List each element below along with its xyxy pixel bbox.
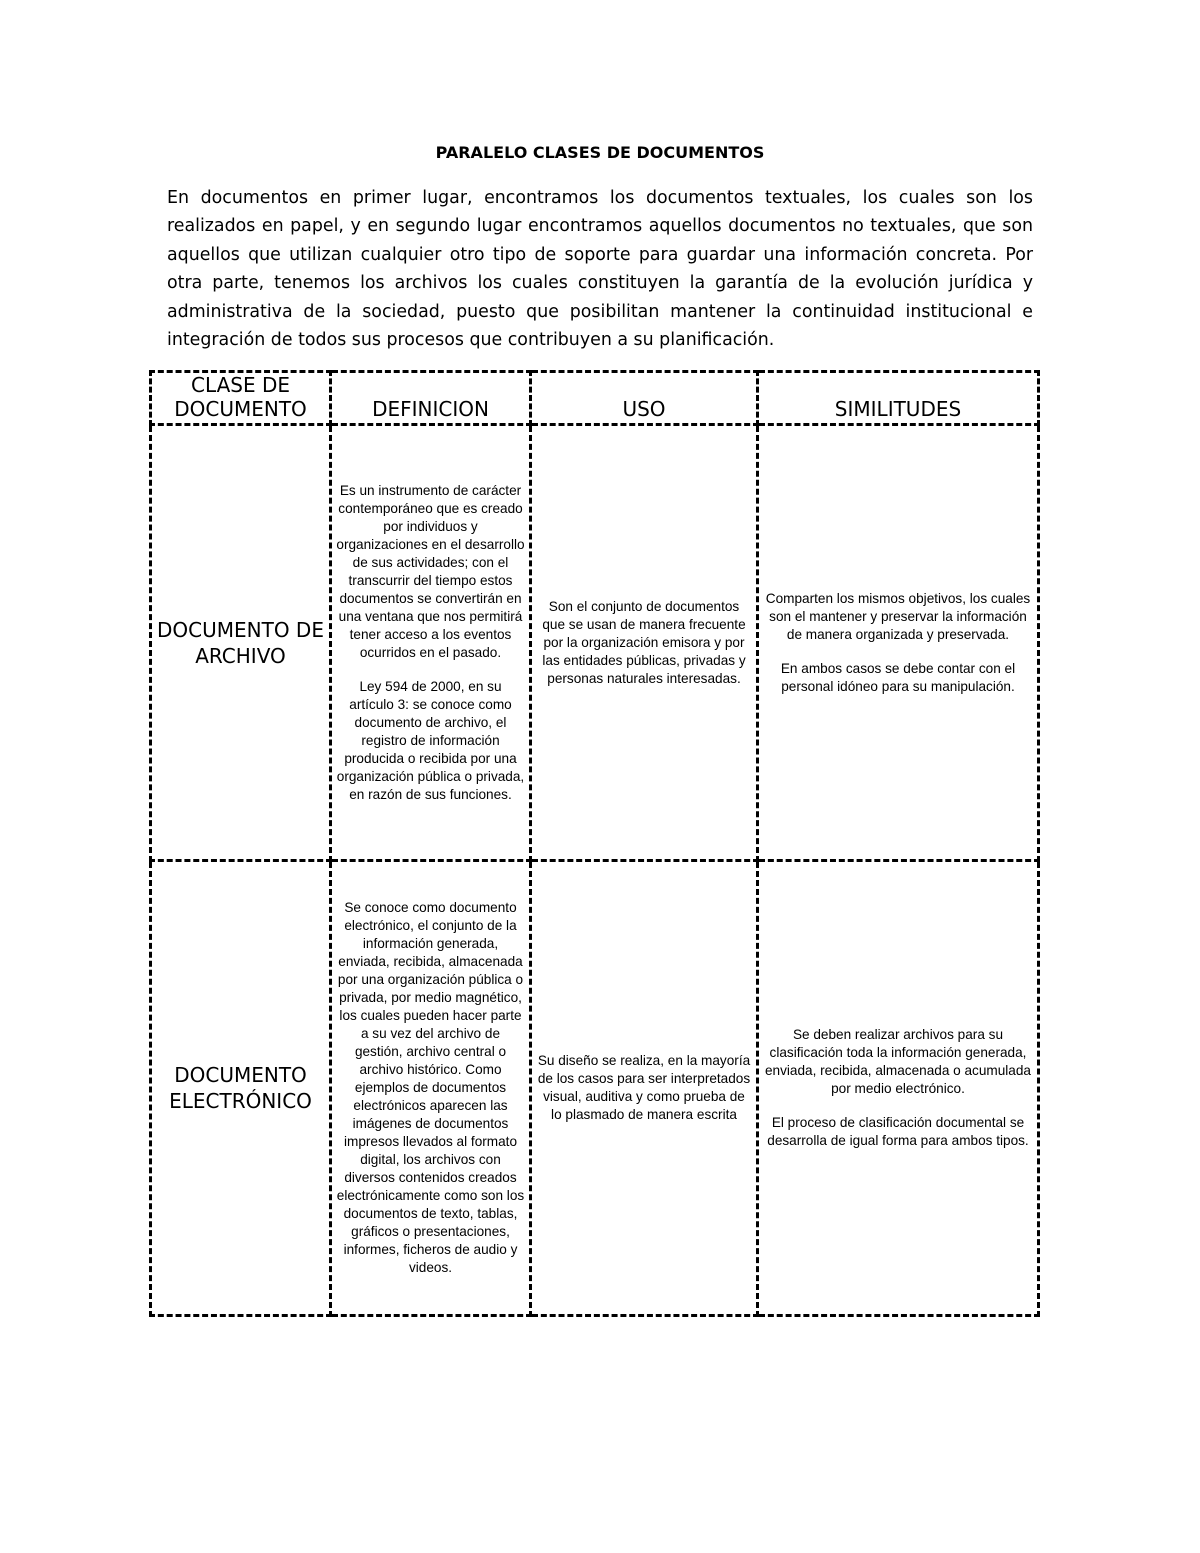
header-clase: CLASE DE DOCUMENTO (151, 372, 331, 425)
definicion-archivo-p1: Es un instrumento de carácter contemporáneo que es creado por individuos y organizaciones en el desarrollo de sus actividades; con el transcurrir del tiempo estos documentos se convertirán en una ventana que nos permitirá tener acceso a los eventos ocurridos en el pasado. (336, 482, 525, 660)
clase-archivo: DOCUMENTO DE ARCHIVO (151, 425, 331, 861)
similitudes-electronico (758, 861, 1039, 1316)
header-similitudes: SIMILITUDES (758, 372, 1039, 425)
header-definicion: DEFINICION (331, 372, 531, 425)
intro-paragraph: En documentos en primer lugar, encontramos los documentos textuales, los cuales son los realizados en papel, y en segundo lugar encontramos aquellos documentos no textuales, que son aquellos que utilizan cualquier otro tipo de soporte para guardar una información concreta. Por otra parte, tenemos los archivos los cuales constituyen la garantía de la evolución jurídica y administrativa de la sociedad, puesto que posibilitan mantener la continuidad institucional e integración de todos sus procesos que contribuyen a su planificación. (167, 188, 1033, 351)
definicion-archivo-p2: Ley 594 de 2000, en su artículo 3: se conoce como documento de archivo, el registro de información producida o recibida por una organización pública o privada, en razón de sus funciones. (336, 678, 525, 802)
similitudes-archivo-p1: Comparten los mismos objetivos, los cuales son el mantener y preservar la información de manera organizada y preservada. (765, 590, 1031, 642)
page-title: PARALELO CLASES DE DOCUMENTOS (435, 143, 765, 162)
definicion-archivo (331, 425, 531, 861)
uso-archivo: Son el conjunto de documentos que se usan de manera frecuente por la organización emisora y por las entidades públicas, privadas y personas naturales interesadas. (531, 425, 758, 861)
comparison-table (149, 370, 1040, 1317)
table-row-archivo (151, 425, 1039, 861)
similitudes-archivo-p2: En ambos casos se debe contar con el personal idóneo para su manipulación. (780, 660, 1016, 694)
similitudes-electronico-p1: Se deben realizar archivos para su clasificación toda la información generada, enviada, recibida, almacenada o acumulada por medio electrónico. (764, 1027, 1031, 1096)
uso-electronico: Su diseño se realiza, en la mayoría de los casos para ser interpretados visual, auditiva y como prueba de lo plasmado de manera escrita (531, 861, 758, 1316)
definicion-electronico-p1: Se conoce como documento electrónico, el conjunto de la información generada, enviada, recibida, almacenada por una organización pública o privada, por medio magnético, los cuales pueden hacer parte a su vez del archivo de gestión, archivo central o archivo histórico. Como ejemplos de documentos electrónicos aparecen las imágenes de documentos impresos llevados al formato digital, los archivos con diversos contenidos creados electrónicamente como son los documentos de texto, tablas, gráficos o presentaciones, informes, ficheros de audio y videos. (336, 900, 525, 1275)
table-row-electronico (151, 861, 1039, 1316)
table-header-row (151, 372, 1039, 425)
definicion-electronico (331, 861, 531, 1316)
similitudes-electronico-p2: El proceso de clasificación documental se desarrolla de igual forma para ambos tipos. (767, 1115, 1029, 1148)
header-uso: USO (531, 372, 758, 425)
similitudes-archivo (758, 425, 1039, 861)
clase-electronico: DOCUMENTO ELECTRÓNICO (151, 861, 331, 1316)
